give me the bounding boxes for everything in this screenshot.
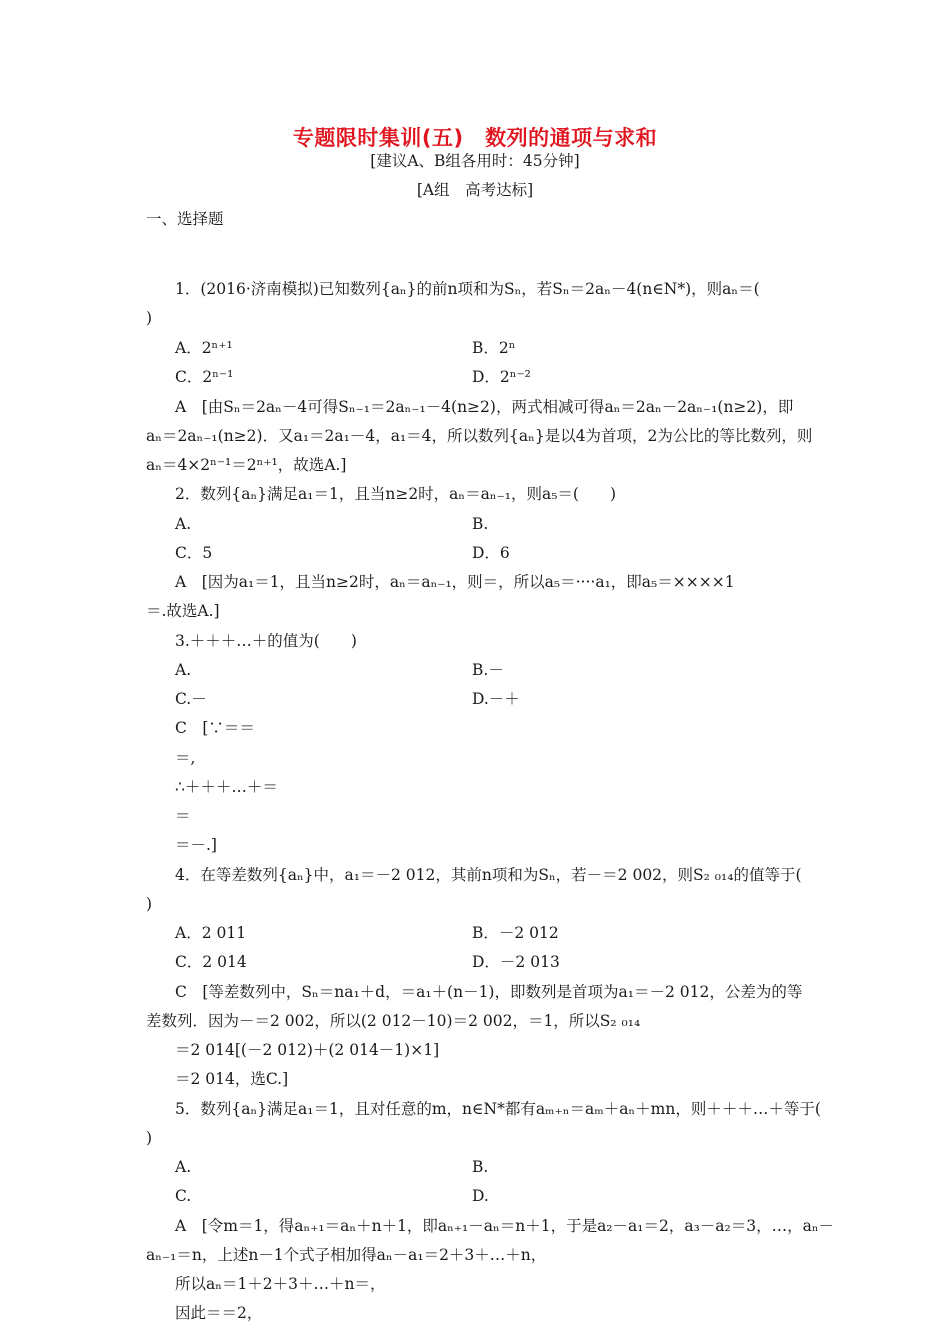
text-line: C [∵＝＝	[175, 719, 255, 737]
text-line: A.	[175, 1158, 192, 1176]
text-line: 因此＝＝2，	[175, 1304, 263, 1322]
page-title: 专题限时集训(五) 数列的通项与求和	[292, 126, 658, 150]
text-line: B.	[472, 515, 489, 533]
text-line: ∴＋＋＋…＋＝	[175, 778, 278, 796]
text-line: D.	[472, 1187, 489, 1205]
text-line: ＝2 014[(－2 012)＋(2 014－1)×1]	[175, 1041, 440, 1059]
section-heading: 一、选择题	[146, 210, 224, 228]
text-line: ＝.故选A.]	[146, 602, 220, 620]
text-line: D．6	[472, 544, 510, 562]
text-line: 3.＋＋＋…＋的值为( )	[175, 632, 357, 650]
text-line: A [令m＝1，得aₙ₊₁＝aₙ＋n＋1，即aₙ₊₁－aₙ＝n＋1，于是a₂－a₁＝2，a₃－a₂＝3，…，aₙ－	[175, 1217, 835, 1235]
text-line: aₙ＝4×2ⁿ⁻¹＝2ⁿ⁺¹，故选A.]	[146, 456, 347, 474]
text-line: )	[146, 309, 153, 327]
text-line: A [因为a₁＝1，且当n≥2时，aₙ＝aₙ₋₁，则＝，所以a₅＝····a₁，即a₅＝××××1	[175, 573, 735, 591]
text-line: C.	[175, 1187, 192, 1205]
text-line: )	[146, 1129, 153, 1147]
text-line: aₙ₋₁＝n，上述n－1个式子相加得aₙ－a₁＝2＋3＋…＋n，	[146, 1246, 547, 1264]
text-line: C．5	[175, 544, 213, 562]
text-line: A．2ⁿ⁺¹	[175, 339, 233, 357]
text-line: 所以aₙ＝1＋2＋3＋…＋n＝，	[175, 1275, 386, 1293]
text-line: A [由Sₙ＝2aₙ－4可得Sₙ₋₁＝2aₙ₋₁－4(n≥2)，两式相减可得aₙ＝2aₙ－2aₙ₋₁(n≥2)，即	[175, 398, 794, 416]
text-line: B.	[472, 1158, 489, 1176]
text-line: ＝2 014，选C.]	[175, 1070, 289, 1088]
text-line: 差数列．因为－＝2 002，所以(2 012－10)＝2 002，＝1，所以S₂ ₀₁₄	[146, 1012, 641, 1030]
text-line: 4．在等差数列{aₙ}中，a₁＝－2 012，其前n项和为Sₙ，若－＝2 002，则S₂ ₀₁₄的值等于(	[175, 866, 802, 884]
time-suggestion: [建议A、B组各用时：45分钟]	[370, 152, 580, 170]
text-line: D．－2 013	[472, 953, 560, 971]
text-line: ＝,	[175, 749, 196, 767]
text-line: ＝	[175, 807, 191, 825]
text-line: )	[146, 895, 153, 913]
text-line: A．2 011	[175, 924, 247, 942]
text-line: B．－2 012	[472, 924, 559, 942]
text-line: aₙ＝2aₙ₋₁(n≥2)．又a₁＝2a₁－4，a₁＝4，所以数列{aₙ}是以4为首项，2为公比的等比数列，则	[146, 427, 813, 445]
text-line: B.－	[472, 661, 504, 679]
text-line: C [等差数列中，Sₙ＝na₁＋d，＝a₁＋(n－1)，即数列是首项为a₁＝－2 012，公差为的等	[175, 983, 803, 1001]
text-line: D．2ⁿ⁻²	[472, 368, 531, 386]
text-line: 2．数列{aₙ}满足a₁＝1，且当n≥2时，aₙ＝aₙ₋₁，则a₅＝( )	[175, 485, 617, 503]
text-line: D.－＋	[472, 690, 520, 708]
group-label: [A组 高考达标]	[416, 181, 534, 199]
text-line: A.	[175, 661, 192, 679]
text-line: 1．(2016·济南模拟)已知数列{aₙ}的前n项和为Sₙ，若Sₙ＝2aₙ－4(n∈N*)，则aₙ＝(	[175, 280, 760, 298]
text-line: 5．数列{aₙ}满足a₁＝1，且对任意的m，n∈N*都有aₘ₊ₙ＝aₘ＋aₙ＋mn，则＋＋＋…＋等于(	[175, 1100, 821, 1118]
text-line: C．2 014	[175, 953, 247, 971]
text-line: ＝－.]	[175, 836, 217, 854]
text-line: C.－	[175, 690, 207, 708]
text-line: C．2ⁿ⁻¹	[175, 368, 234, 386]
text-line: A.	[175, 515, 192, 533]
text-line: B．2ⁿ	[472, 339, 516, 357]
